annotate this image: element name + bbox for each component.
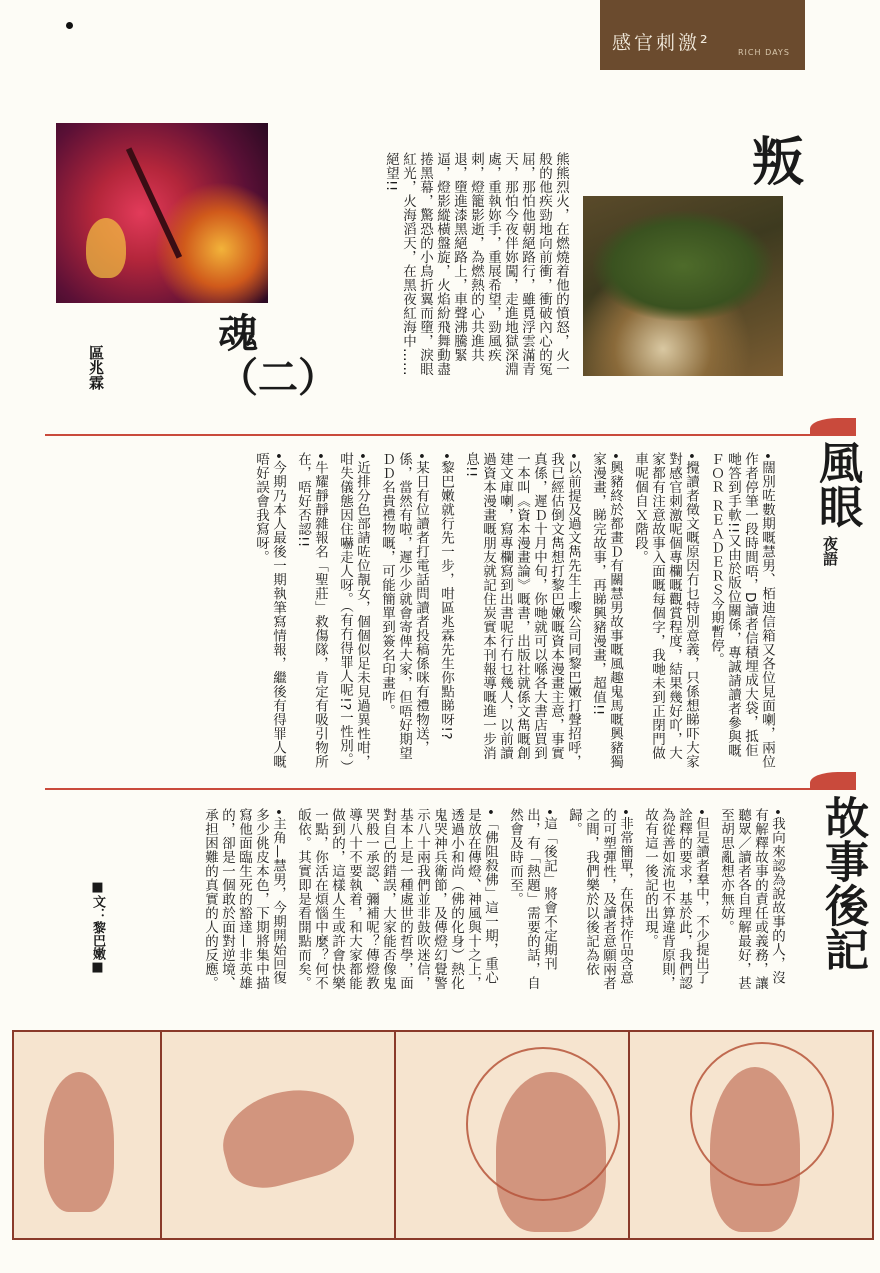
photo-flame (86, 218, 126, 278)
story-paragraph: •我向來認為說故事的人，沒有解釋故事的責任或義務，讓聽眾／讀者各自理解最好，甚至胡思亂想亦無妨。 (718, 808, 785, 990)
fengyan-subtitle: 夜語 (821, 536, 839, 566)
magazine-title: 感官刺激² (612, 32, 711, 54)
story-paragraph: •但是讀者羣中，不少提出了詮釋的要求，基於此，我們認為從善如流也不算違背原則，故有這一後記的出現。 (642, 808, 709, 990)
story-signature: ■文：黎巴嫩■ (90, 880, 105, 975)
story-paragraph: •這「後記」將會不定期刊出，有「熱題」需要的話，自然會及時而至。 (507, 808, 557, 990)
magazine-tag: RICH DAYS (738, 48, 790, 57)
divider-ornament (810, 772, 856, 790)
fengyan-paragraph: •近排分色部請咗位靚女，個個似足未見過異性咁，咁失儀態因住嚇走人呀。（有冇得罪人呢!?一性別。） (337, 452, 370, 775)
comic-panel (628, 1030, 874, 1240)
fengyan-paragraph: •今期乃本人最後一期執筆寫情報，繼後有得罪人嘅唔好誤會我寫呀。 (253, 452, 286, 769)
story-paragraph: •「佛阻殺佛」這一期，重心是放在傳燈、神風與十之上，透過小和尚（佛的化身）熱化鬼哭神兵衛節，及傳燈幻覺警示八十兩我們並非鼓吹迷信，基本上是一種處世的哲學，面對自己的錯誤，大家能否像鬼哭般一承認、彌補呢？傳燈教導八十不要執着，和大家都能做到的，這樣人生或許會快樂一點，你活在煩惱中麼？何不皈依。其實即是看開點而矣。 (295, 808, 498, 990)
comic-figure (213, 1077, 362, 1198)
fengyan-paragraph: •牛耀靜靜雜報名「聖莊」救傷隊，肯定有吸引物所在，唔好否認!! (295, 452, 328, 769)
fengyan-paragraph: •興豬終於都畫Ｄ有關慧男故事嘅風趣鬼馬嘅興豬獨家漫畫，睇完故事，再睇興豬漫畫，超值!! (590, 452, 623, 769)
fengyan-paragraph: •攪讀者徵文嘅原因冇乜特別意義，只係想睇吓大家對感官刺激呢個專欄嘅觀賞程度，結果幾好吖，大家都有注意故事入面嘅每個字，我哋未到正閉門做車呢個自Ｘ階段。 (632, 452, 699, 769)
comic-strip (12, 1030, 874, 1240)
divider-ornament (810, 418, 856, 436)
photo-plant (593, 211, 773, 321)
story-paragraph: •非常簡單，在保持作品含意的可塑彈性，及讀者意願兩者之間，我們樂於以後記為依歸。 (566, 808, 633, 990)
comic-figure (496, 1072, 606, 1232)
fengyan-paragraph: •黎巴嫩就行先一步，咁區兆霖先生你點睇呀!? (438, 452, 454, 741)
poem-title-top: 叛 (752, 132, 805, 193)
comic-figure (710, 1067, 800, 1232)
story-text (115, 808, 785, 998)
comic-panel (394, 1030, 630, 1240)
bullet-dot (66, 22, 73, 29)
section-divider (45, 788, 845, 790)
magazine-header (600, 0, 805, 70)
poem-author: 區兆霖 (87, 345, 105, 390)
comic-panel (160, 1030, 396, 1240)
comic-figure (44, 1072, 114, 1212)
fengyan-text (60, 452, 775, 775)
plant-photo (583, 196, 783, 376)
poem-text: 熊熊烈火，在燃燒着他的憤怒，火一般的他疾勁地向前衝，衝破內心的冤屈，那怕他朝絕路行，雖覓浮雲滿青天，那怕今夜伴妳闖，走進地獄深淵處，重執妳手，重展希望，勁風疾刺，燈籠影逝，為燃熱的心共進共退，墮進漆黑絕路上，車聲沸騰緊逼，燈影縱橫盤旋，火焰紛飛舞動盡捲黑幕，驚恐的小鳥折翼而墮，淚眼紅光，火海滔天，在黑夜紅海中……絕望!! (383, 152, 569, 376)
comic-panel (12, 1030, 162, 1240)
story-paragraph: •主角—慧男，今期開始回復多少佻皮本色，下期將集中描寫他面臨生死的豁達—非英雄的，卻是一個敢於面對逆境、承担困難的真實的人的反應。 (202, 808, 286, 990)
fengyan-paragraph: •某日有位讀者打電話問讀者投稿係咪有禮物送，係，當然有啦，遲少少就會寄俾大家，但唔好期望ＤＤ名貴禮物嘅，可能簡單到簽名印畫咋。 (379, 452, 429, 760)
fengyan-paragraph: •闊別咗數期嘅慧男、栢迪信箱又各位見面喇，兩位作者停筆一段時間唔，D讀者信積埋成大袋，抵佢哋答到手軟!!又由於版位關係，專誠請讀者參與嘅ＦＯＲ ＲＥＡＤＥＲＳ今期暫停。 (708, 452, 775, 769)
fengyan-paragraph: •以前提及過文雋先生上嚟公司同黎巴嫩打聲招呼，我已經估倒文雋想打黎巴嫩嘅資本漫畫主意，事實真係，遲Ｄ十月中旬，你哋就可以喺各大書店買到一本叫《資本漫畫論》嘅書，出版社就係文雋嘅創建文庫喇，寫專欄寫到出書呢行冇乜幾人，以前讀過資本漫畫嘅朋友就記住炭實本刊報導嘅進一步消息!! (463, 452, 581, 769)
section-divider (45, 434, 845, 436)
story-title: 故事後記 (817, 795, 868, 971)
fengyan-title: 風眼 (811, 440, 862, 528)
photo-mast (126, 147, 182, 258)
poem-title-bottom: 魂（二） (218, 310, 338, 401)
fire-ship-photo (56, 123, 268, 303)
